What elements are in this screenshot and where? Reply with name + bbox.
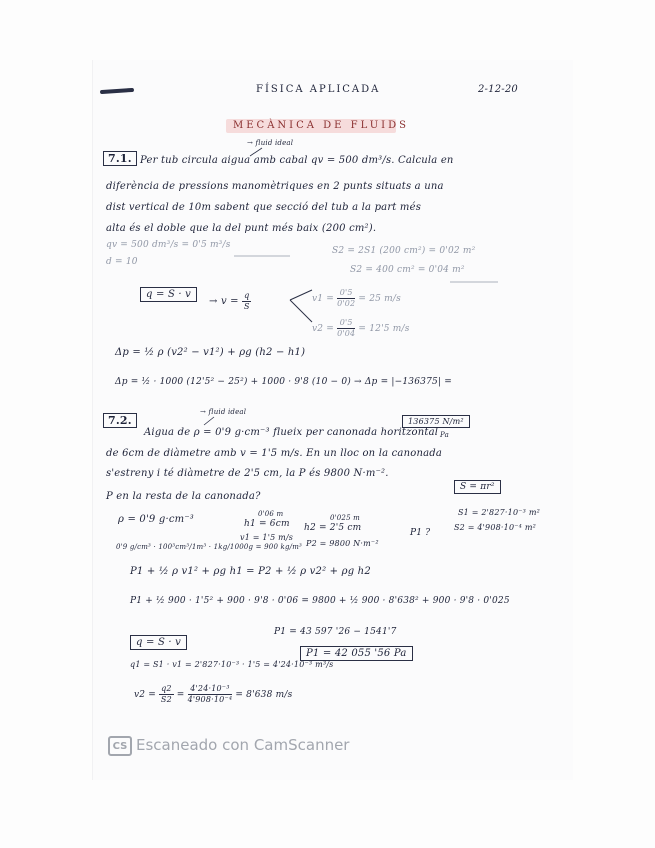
p2-s2: S2 = 4'908·10⁻⁴ m²	[454, 523, 537, 532]
p1-text-line-1: Per tub circula aigua amb cabal qv = 500 dm³/s. Calcula en	[140, 155, 454, 166]
p1-result-box: 136375 N/m²	[402, 417, 470, 426]
p1-s1: S2 = 400 cm² = 0'04 m²	[350, 265, 465, 275]
p2-h2: h2 = 2'5 cm	[304, 523, 362, 533]
p2-v1: v1 = 1'5 m/s	[240, 533, 294, 542]
p1-text-line-2: diferència de pressions manomètriques en 2 punts situats a una	[106, 181, 444, 192]
p1-s2: S2 = 2S1 (200 cm²) = 0'02 m²	[332, 246, 476, 256]
p2-box-equation: q = S · v	[130, 637, 187, 648]
p1-v1: v1 = $\frac{0'5}{0'02}$ = 25 m/s	[312, 288, 401, 308]
p1-pressure-formula: Δp = ½ ρ (v2² − v1²) + ρg (h2 − h1)	[115, 347, 306, 358]
p1-text-line-4: alta és el doble que la del punt més baix (200 cm²).	[106, 223, 377, 234]
page-date: 2-12-20	[478, 84, 518, 95]
p1-number: 7.1.	[103, 152, 137, 165]
p2-text-line-1: Aigua de ρ = 0'9 g·cm⁻³ flueix per canonada horitzontal	[144, 427, 439, 438]
p2-p2: P2 = 9800 N·m⁻²	[306, 539, 379, 548]
p2-text-line-2: de 6cm de diàmetre amb v = 1'5 m/s. En un lloc on la canonada	[106, 448, 443, 459]
p2-number: 7.2.	[103, 414, 137, 427]
p2-area-formula: S = πr²	[454, 482, 501, 492]
p2-density: ρ = 0'9 g·cm⁻³	[118, 514, 195, 525]
p2-text-line-4: P en la resta de la canonada?	[106, 491, 261, 502]
p2-text-line-3: s'estreny i té diàmetre de 2'5 cm, la P és 9800 N·m⁻².	[106, 468, 389, 479]
p1-result-unit: Pa	[440, 431, 449, 439]
p2-flow-rate: q1 = S1 · v1 = 2'827·10⁻³ · 1'5 = 4'24·10⁻³ m³/s	[130, 660, 334, 669]
p2-h2-meters: 0'025 m	[330, 514, 361, 522]
p2-p1-result: P1 = 42 055 '56 Pa	[300, 648, 413, 659]
p2-h1: h1 = 6cm	[244, 519, 290, 529]
p2-bernoulli: P1 + ½ ρ v1² + ρg h1 = P2 + ½ ρ v2² + ρg h2	[130, 566, 371, 577]
p1-box-equation: q = S · v	[140, 289, 197, 300]
page-title: FÍSICA APLICADA	[256, 84, 381, 95]
p1-text-line-3: dist vertical de 10m sabent que secció del tub a la part més	[106, 202, 422, 213]
p2-unit-conversion: 0'9 g/cm³ · 100³cm³/1m³ · 1kg/1000g = 900 kg/m³	[116, 543, 303, 551]
p1-d: d = 10	[106, 257, 138, 267]
p1-qv: qv = 500 dm³/s = 0'5 m³/s	[106, 240, 231, 250]
camscanner-watermark: Escaneado con CamScanner	[136, 736, 350, 754]
p1-v-equation: → v = $\frac{q}{S}$	[209, 291, 250, 311]
p2-p1-calc: P1 = 43 597 '26 − 1541'7	[274, 627, 397, 637]
p1-annotation: → fluid ideal	[247, 139, 294, 147]
p1-v2: v2 = $\frac{0'5}{0'04}$ = 12'5 m/s	[312, 318, 410, 338]
camscanner-logo-icon: CS	[108, 736, 132, 756]
p2-s1: S1 = 2'827·10⁻³ m²	[458, 508, 541, 517]
p2-h1-meters: 0'06 m	[258, 510, 284, 518]
section-title: MECÀNICA DE FLUIDS	[233, 120, 409, 131]
p2-p1-question: P1 ?	[410, 528, 431, 538]
p1-pressure-calc: Δp = ½ · 1000 (12'5² − 25²) + 1000 · 9'8 (10 − 0) → Δp = |−136375| =	[115, 377, 452, 387]
p2-substitution: P1 + ½ 900 · 1'5² + 900 · 9'8 · 0'06 = 9800 + ½ 900 · 8'638² + 900 · 9'8 · 0'025	[130, 596, 510, 606]
p2-annotation: → fluid ideal	[200, 408, 247, 416]
p2-v2: v2 = $\frac{q2}{S2}$ = $\frac{\text{4'24·10⁻³}}{\text{4'908·10⁻⁴}}$ = 8'638 m/s	[134, 684, 293, 704]
